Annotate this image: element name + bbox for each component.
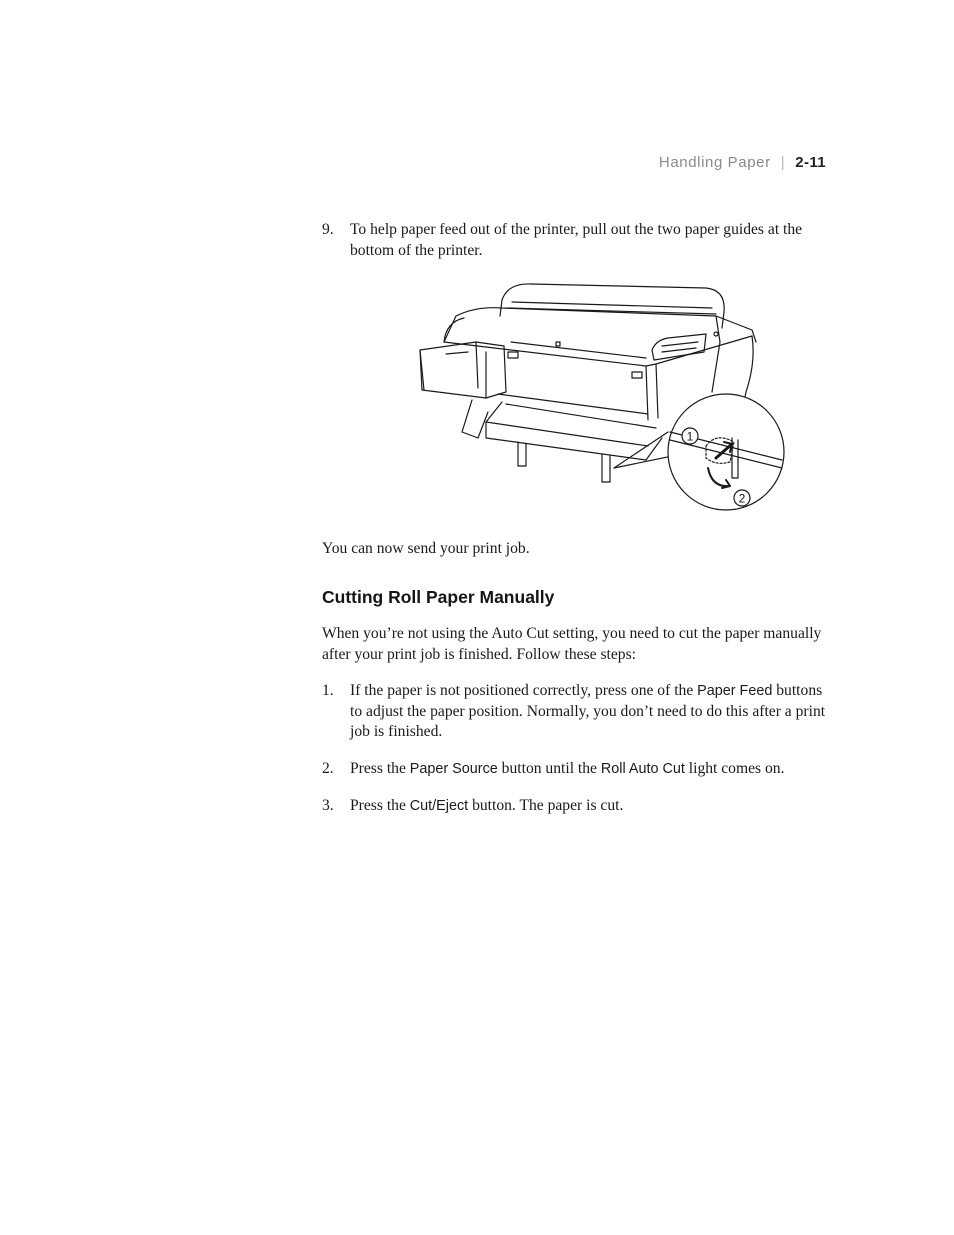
step-text (350, 681, 832, 743)
step-text-part: light comes on. (684, 760, 785, 777)
step-number: 2. (322, 760, 334, 777)
callout-1: 1 (686, 429, 694, 444)
step-1 (322, 681, 832, 743)
step-9 (322, 220, 832, 261)
page-number: 2-11 (795, 154, 826, 171)
ui-term-roll-auto-cut: Roll Auto Cut (600, 761, 685, 777)
callout-2: 2 (738, 491, 746, 506)
ui-term-cut-eject: Cut/Eject (409, 798, 469, 814)
ui-term-paper-source: Paper Source (409, 761, 498, 777)
header-separator: | (780, 154, 786, 171)
ui-term-paper-feed: Paper Feed (697, 683, 773, 699)
step-number: 1. (322, 682, 334, 699)
step-text-part: Press the (350, 760, 410, 777)
step-text-part: Press the (350, 797, 410, 814)
step-text (350, 796, 832, 817)
step-number: 3. (322, 797, 334, 814)
step-2 (322, 759, 832, 780)
step-text (350, 759, 832, 780)
running-header (659, 154, 826, 171)
step-3 (322, 796, 832, 817)
printer-illustration (416, 282, 788, 516)
section-heading: Cutting Roll Paper Manually (322, 587, 555, 607)
step-text-part: button until the (497, 760, 601, 777)
step-text-part: button. The paper is cut. (468, 797, 624, 814)
step-text-part: buttons to adjust the paper position. Normally, you don’t need to do this after a print job is finished. (350, 682, 826, 740)
step-number: 9. (322, 221, 334, 238)
step-text-part: If the paper is not positioned correctly, press one of the (350, 682, 698, 699)
after-figure-text: You can now send your print job. (322, 540, 530, 557)
step-text: To help paper feed out of the printer, pull out the two paper guides at the bottom of the printer. (350, 221, 803, 259)
intro-paragraph: When you’re not using the Auto Cut setting, you need to cut the paper manually after your print job is finished. Follow these steps: (322, 625, 822, 663)
section-title: Handling Paper (658, 154, 771, 171)
